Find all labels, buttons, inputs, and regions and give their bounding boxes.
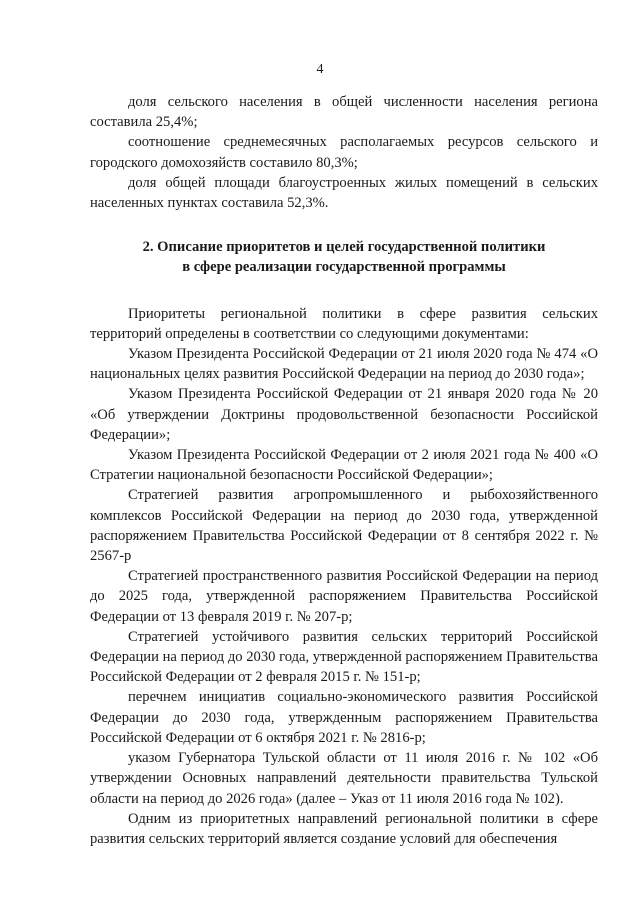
paragraph-priority-direction: Одним из приоритетных направлений региональной политики в сфере развития сельских территорий является создание условий для обеспечения bbox=[90, 810, 598, 847]
section-heading-line-2: в сфере реализации государственной программы bbox=[182, 259, 506, 276]
section-heading bbox=[90, 237, 598, 277]
paragraph-spatial-strategy: Стратегией пространственного развития Российской Федерации на период до 2025 года, утвержденной распоряжением Правительства Российской Федерации от 13 февраля 2019 г. № 207-р; bbox=[90, 568, 598, 625]
paragraph-decree-474: Указом Президента Российской Федерации от 21 июля 2020 года № 474 «О национальных целях развития Российской Федерации на период до 2030 года»; bbox=[90, 346, 598, 383]
paragraph-decree-20: Указом Президента Российской Федерации от 21 января 2020 года № 20 «Об утверждении Доктрины продовольственной безопасности Российской Федерации»; bbox=[90, 386, 598, 443]
section-heading-line-1: 2. Описание приоритетов и целей государственной политики bbox=[142, 239, 546, 256]
paragraph-priorities-intro: Приоритеты региональной политики в сфере развития сельских территорий определены в соответствии со следующими документами: bbox=[90, 305, 598, 342]
paragraph-initiatives-list: перечнем инициатив социально-экономического развития Российской Федерации до 2030 года, утвержденным распоряжением Правительства Российской Федерации от 6 октября 2021 г. № 2816-р; bbox=[90, 689, 598, 746]
paragraph-household-resources-ratio: соотношение среднемесячных располагаемых ресурсов сельского и городского домохозяйств составило 80,3%; bbox=[90, 134, 598, 171]
paragraph-governor-decree-102: указом Губернатора Тульской области от 11 июля 2016 г. № 102 «Об утверждении Основных направлений деятельности правительства Тульской области на период до 2026 года» (далее – Указ от 11 июля 2016 года № 102). bbox=[90, 750, 598, 807]
paragraph-rural-population-share: доля сельского населения в общей численности населения региона составила 25,4%; bbox=[90, 94, 598, 131]
document-body bbox=[90, 92, 598, 849]
paragraph-agro-strategy: Стратегией развития агропромышленного и рыбохозяйственного комплексов Российской Федерации на период до 2030 года, утвержденной распоряжением Правительства Российской Федерации от 8 сентября 2022 г. № 2567-р bbox=[90, 487, 598, 565]
page-number: 4 bbox=[316, 62, 324, 77]
paragraph-rural-strategy: Стратегией устойчивого развития сельских территорий Российской Федерации на период до 2030 года, утвержденной распоряжением Правительства Российской Федерации от 2 февраля 2015 г. № 151-р; bbox=[90, 628, 598, 686]
paragraph-housing-improvement-share: доля общей площади благоустроенных жилых помещений в сельских населенных пунктах составила 52,3%. bbox=[90, 174, 598, 212]
paragraph-decree-400: Указом Президента Российской Федерации от 2 июля 2021 года № 400 «О Стратегии национальной безопасности Российской Федерации»; bbox=[90, 447, 598, 484]
